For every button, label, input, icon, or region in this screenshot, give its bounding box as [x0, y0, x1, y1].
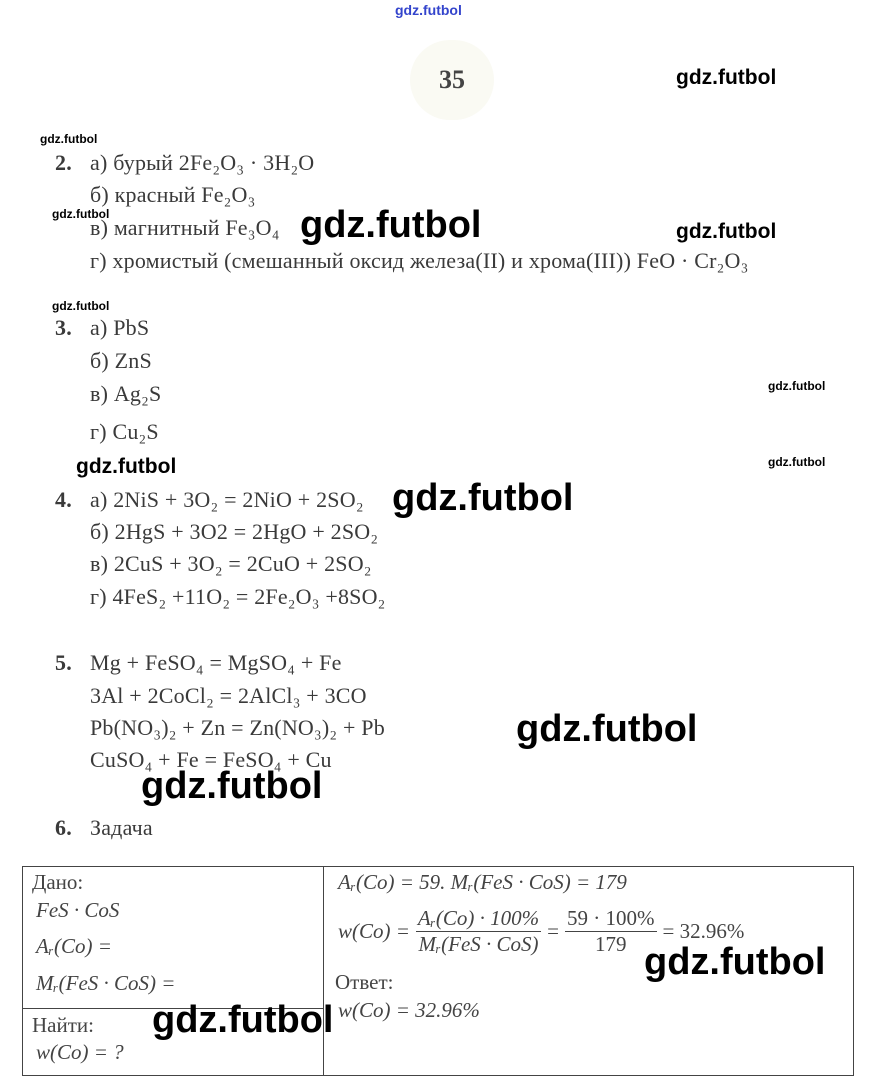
page-number: 35: [410, 40, 494, 120]
given-ar: Aᵣ(Co) =: [36, 934, 112, 958]
formula-equals: =: [547, 919, 559, 943]
task-4-a: а) 2NiS + 3O₂ = 2NiO + 2SO₂: [90, 487, 364, 512]
task-2-b: б) красный Fe₂O₃: [90, 182, 256, 207]
task-5-line-4: CuSO₄ + Fe = FeSO₄ + Cu: [90, 747, 332, 772]
watermark: gdz.futbol: [392, 477, 574, 519]
task-3-a: а) PbS: [90, 315, 150, 340]
watermark: gdz.futbol: [141, 765, 323, 807]
watermark: gdz.futbol: [768, 455, 826, 469]
given-label: Дано:: [32, 870, 84, 894]
task-3-b: б) ZnS: [90, 348, 152, 373]
fraction-1: [416, 906, 541, 957]
find-label: Найти:: [32, 1013, 94, 1037]
given-mr: Mᵣ(FeS · CoS) =: [36, 971, 176, 995]
fraction-2: [565, 906, 657, 957]
task-3-d: г) Cu₂S: [90, 419, 159, 444]
solution-line-1: Aᵣ(Co) = 59. Mᵣ(FeS · CoS) = 179: [338, 870, 627, 894]
watermark: gdz.futbol: [300, 204, 482, 246]
task-5-line-2: 3Al + 2CoCl₂ = 2AlCl₃ + 3CO: [90, 683, 367, 708]
fraction-1-denominator: Mᵣ(FeS · CoS): [418, 932, 539, 956]
given-formula: FeS · CoS: [36, 898, 120, 922]
task-4-c: в) 2CuS + 3O₂ = 2CuO + 2SO₂: [90, 551, 372, 576]
watermark: gdz.futbol: [768, 379, 826, 393]
task-2-number: 2.: [55, 150, 72, 175]
task-2-a: а) бурый 2Fe₂O₃ · 3H₂O: [90, 150, 315, 175]
formula-result: = 32.96%: [662, 919, 745, 943]
task-2-c: в) магнитный Fe₃O₄: [90, 215, 280, 240]
task-5-number: 5.: [55, 650, 72, 675]
answer-value: w(Co) = 32.96%: [338, 998, 480, 1022]
task-3-number: 3.: [55, 315, 72, 340]
watermark: gdz.futbol: [52, 299, 110, 313]
fraction-2-denominator: 179: [595, 932, 627, 956]
watermark-top: gdz.futbol: [395, 2, 462, 18]
task-2-d: г) хромистый (смешанный оксид железа(II) и хрома(III)) FeO · Cr₂O₃: [90, 248, 749, 273]
watermark: gdz.futbol: [676, 66, 777, 89]
watermark: gdz.futbol: [76, 455, 177, 478]
task-6-number: 6.: [55, 815, 72, 840]
task-5-line-1: Mg + FeSO₄ = MgSO₄ + Fe: [90, 650, 342, 675]
watermark: gdz.futbol: [152, 999, 334, 1041]
watermark: gdz.futbol: [52, 207, 110, 221]
fraction-1-numerator: Aᵣ(Co) · 100%: [417, 906, 540, 930]
task-3-c: в) Ag₂S: [90, 381, 162, 406]
watermark: gdz.futbol: [644, 941, 826, 983]
watermark: gdz.futbol: [40, 132, 98, 146]
watermark: gdz.futbol: [516, 708, 698, 750]
task-4-d: г) 4FeS₂ +11O₂ = 2Fe₂O₃ +8SO₂: [90, 584, 386, 609]
answer-label: Ответ:: [335, 970, 394, 994]
task-4-number: 4.: [55, 487, 72, 512]
task-6-title: Задача: [90, 815, 153, 840]
formula-left: w(Co) =: [338, 919, 410, 943]
task-5-line-3: Pb(NO₃)₂ + Zn = Zn(NO₃)₂ + Pb: [90, 715, 385, 740]
find-item: w(Co) = ?: [36, 1040, 124, 1064]
task-4-b: б) 2HgS + 3O2 = 2HgO + 2SO₂: [90, 519, 379, 544]
fraction-2-numerator: 59 · 100%: [567, 906, 655, 930]
watermark: gdz.futbol: [676, 220, 777, 243]
